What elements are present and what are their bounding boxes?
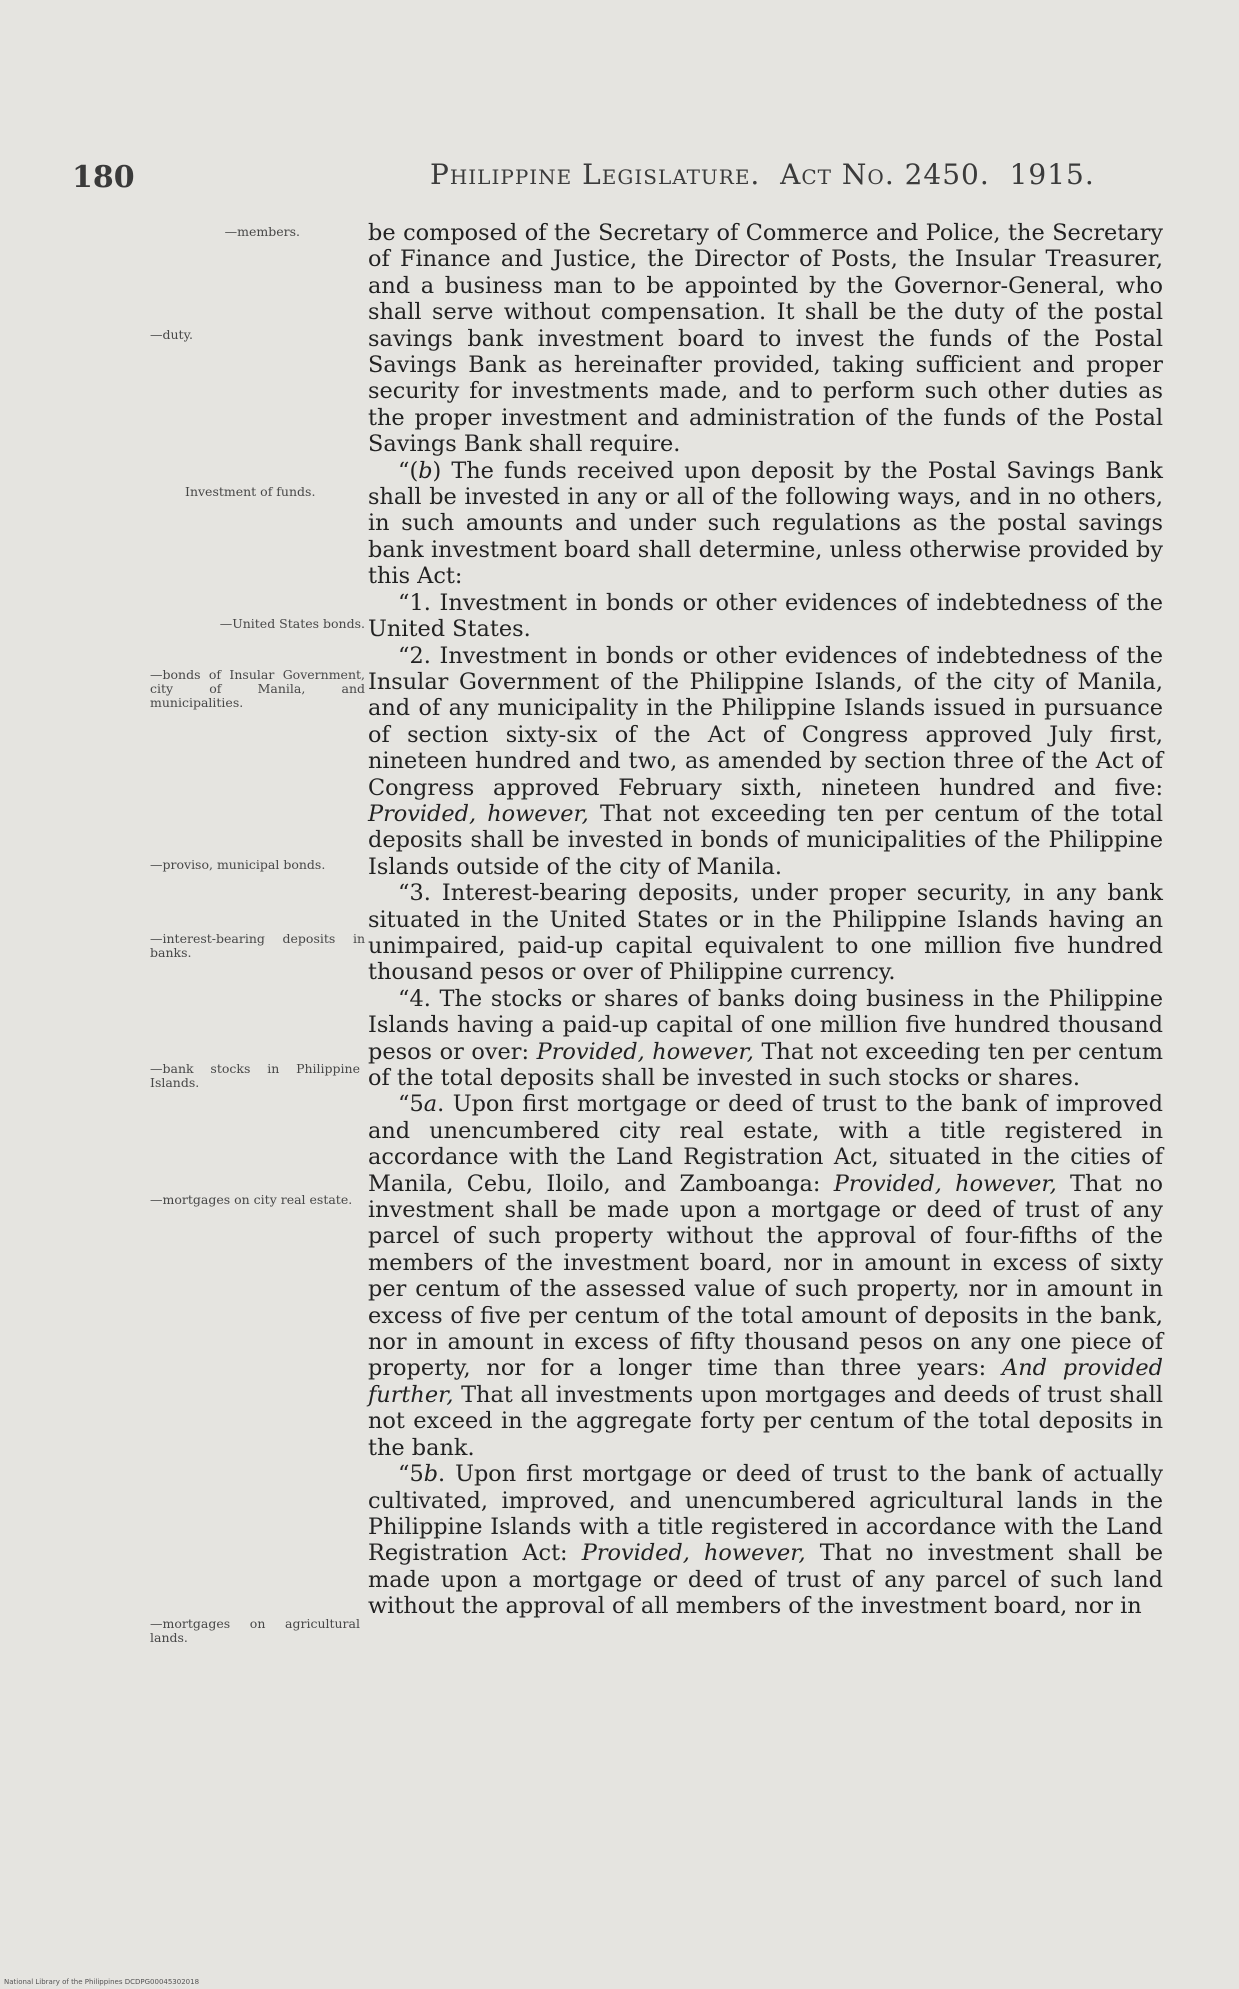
margin-note-duty: —duty.: [150, 327, 193, 342]
running-head-act: Act No. 2450.: [780, 158, 990, 191]
paragraph-insular-bonds: “2. Investment in bonds or other evidences of indebtedness of the Insular Government of the Philippine Islands, of the city of Manila, and of any municipality in the Philippine Islands issued in pursuance of section sixty-six of the Act of Congress approved July first, nineteen hundred and two, as amended by section three of the Act of Congress approved February sixth, nineteen hundred and five: Provided, however, That not exceeding ten per centum of the total deposits shall be invested in bonds of municipalities of the Philippine Islands outside of the city of Manila.: [368, 642, 1163, 880]
paragraph-united-states-bonds: “1. Investment in bonds or other evidences of indebtedness of the United States.: [368, 589, 1163, 643]
paragraph-city-mortgages: “5a. Upon first mortgage or deed of trust to the bank of improved and unencumbered city real estate, with a title registered in accordance with the Land Registration Act, situated in the cities of Manila, Cebu, Iloilo, and Zamboanga: Provided, however, That no investment shall be made upon a mortgage or deed of trust of any parcel of such property without the approval of four-fifths of the members of the investment board, nor in amount in excess of sixty per centum of the assessed value of such property, nor in amount in excess of five per centum of the total amount of deposits in the bank, nor in amount in excess of fifty thousand pesos on any one piece of property, nor for a longer time than three years: And provided further, That all investments upon mortgages and deeds of trust shall not exceed in the aggregate forty per centum of the total deposits in the bank.: [368, 1091, 1163, 1461]
margin-note-agricultural-mortgages: —mortgages on agricultural lands.: [150, 1616, 360, 1645]
margin-note-insular-bonds: —bonds of Insular Government, city of Manila, and municipalities.: [150, 667, 365, 710]
running-head: [430, 158, 1095, 191]
running-head-year: 1915.: [1009, 158, 1095, 191]
margin-note-members: —members.: [224, 224, 300, 239]
margin-note-proviso-municipal-bonds: —proviso, municipal bonds.: [150, 857, 326, 872]
running-head-title: Philippine Legislature.: [430, 158, 761, 191]
margin-note-bank-stocks: —bank stocks in Philippine Islands.: [150, 1061, 360, 1090]
paragraph-investment-of-funds: “(b) The funds received upon deposit by the Postal Savings Bank shall be invested in any or all of the following ways, and in no others, in such amounts and under such regulations as the postal savings bank investment board shall determine, unless otherwise provided by this Act:: [368, 457, 1163, 590]
body-text: [368, 220, 1163, 1620]
page-number: 180: [72, 160, 135, 195]
paragraph-bank-stocks: “4. The stocks or shares of banks doing business in the Philippine Islands having a paid-up capital of one million five hundred thousand pesos or over: Provided, however, That not exceeding ten per centum of the total deposits shall be invested in such stocks or shares.: [368, 985, 1163, 1091]
margin-note-investment-of-funds: Investment of funds.: [185, 484, 316, 499]
margin-note-united-states-bonds: —United States bonds.: [219, 616, 365, 631]
library-credit: National Library of the Philippines DCDPG00045302018: [4, 1978, 200, 1986]
margin-note-interest-bearing-deposits: —interest-bearing deposits in banks.: [150, 931, 365, 960]
paragraph-agricultural-mortgages: “5b. Upon first mortgage or deed of trust to the bank of actually cultivated, improved, and unencumbered agricultural lands in the Philippine Islands with a title registered in accordance with the Land Registration Act: Provided, however, That no investment shall be made upon a mortgage or deed of trust of any parcel of such land without the approval of all members of the investment board, nor in: [368, 1461, 1163, 1620]
paragraph-board-composition: be composed of the Secretary of Commerce and Police, the Secretary of Finance and Justice, the Director of Posts, the Insular Treasurer, and a business man to be appointed by the Governor-General, who shall serve without compensation. It shall be the duty of the postal savings bank investment board to invest the funds of the Postal Savings Bank as hereinafter provided, taking sufficient and proper security for investments made, and to perform such other duties as the proper investment and administration of the funds of the Postal Savings Bank shall require.: [368, 220, 1163, 458]
paragraph-interest-bearing-deposits: “3. Interest-bearing deposits, under proper security, in any bank situated in the United States or in the Philippine Islands having an unimpaired, paid-up capital equivalent to one million five hundred thousand pesos or over of Philippine currency.: [368, 880, 1163, 986]
margin-note-city-mortgages: —mortgages on city real estate.: [150, 1192, 353, 1207]
